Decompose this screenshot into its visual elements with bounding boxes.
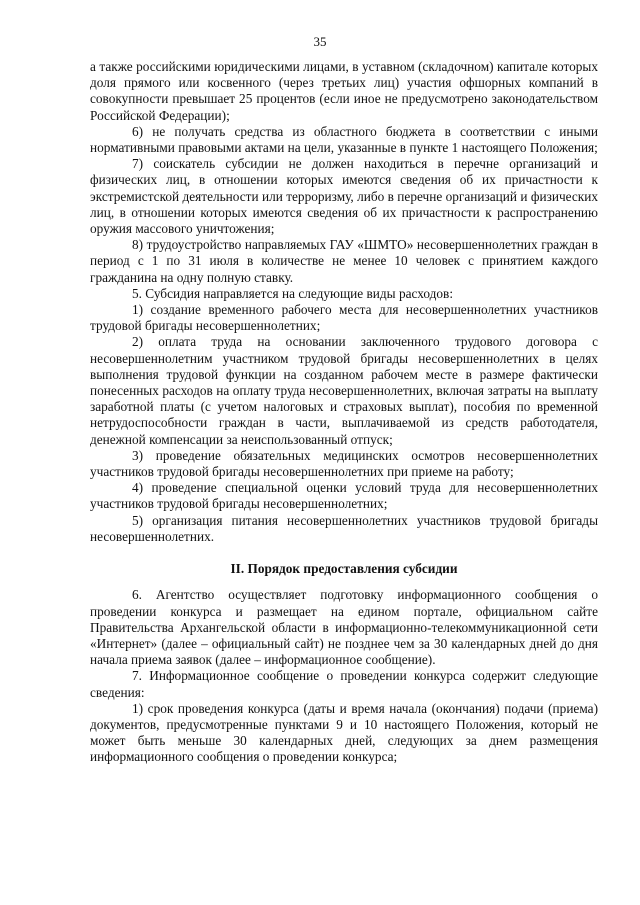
paragraphs-before-heading	[90, 59, 598, 545]
document-body	[90, 59, 598, 766]
paragraph: 6) не получать средства из областного бюджета в соответствии с иными нормативными правовыми актами на цели, указанные в пункте 1 настоящего Положения;	[90, 123, 598, 156]
paragraph: 7. Информационное сообщение о проведении конкурса содержит следующие сведения:	[90, 668, 598, 700]
section-heading: II. Порядок предоставления субсидии	[230, 561, 458, 577]
paragraph: 6. Агентство осуществляет подготовку информационного сообщения о проведении конкурса и размещает на едином портале, официальном сайте Правительства Архангельской области в информационно-телекоммуникационной сети «Интернет» (далее – официальный сайт) не позднее чем за 30 календарных дней до дня начала приема заявок (далее – информационное сообщение).	[90, 587, 598, 668]
paragraph: а также российскими юридическими лицами, в уставном (складочном) капитале которых доля прямого или косвенного (через третьих лиц) участия офшорных компаний в совокупности превышает 25 процентов (если иное не предусмотрено законодательством Российской Федерации);	[90, 59, 598, 123]
paragraph: 7) соискатель субсидии не должен находиться в перечне организаций и физических лиц, в отношении которых имеются сведения об их причастности к экстремистской деятельности или терроризму, либо в перечне организаций и физических лиц, в отношении которых имеются сведения об их причастности к распространению оружия массового уничтожения;	[90, 156, 598, 237]
paragraph: 1) срок проведения конкурса (даты и время начала (окончания) подачи (приема) документов, предусмотренные пунктами 9 и 10 настоящего Положения, который не может быть меньше 30 календарных дней, следующих за днем размещения информационного сообщения о проведении конкурса;	[90, 700, 598, 765]
page-number: 35	[313, 34, 327, 49]
paragraph: 5) организация питания несовершеннолетних участников трудовой бригады несовершеннолетних.	[90, 512, 598, 544]
paragraph: 5. Субсидия направляется на следующие виды расходов:	[132, 285, 454, 301]
paragraph: 1) создание временного рабочего места для несовершеннолетних участников трудовой бригады несовершеннолетних;	[90, 302, 598, 334]
paragraph: 3) проведение обязательных медицинских осмотров несовершеннолетних участников трудовой бригады несовершеннолетних при приеме на работу;	[90, 447, 598, 480]
paragraph: 4) проведение специальной оценки условий труда для несовершеннолетних участников трудовой бригады несовершеннолетних;	[90, 480, 598, 512]
paragraph: 2) оплата труда на основании заключенного трудового договора с несовершеннолетним участником трудовой бригады несовершеннолетних в целях выполнения трудовой функции на созданном рабочем месте в размере фактически понесенных расходов на оплату труда несовершеннолетних, включая затраты на выплату заработной платы (с учетом налоговых и страховых выплат), пособия по временной нетрудоспособности граждан в части, выплачиваемой из средств работодателя, денежной компенсации за неиспользованный отпуск;	[90, 334, 598, 447]
paragraph: 8) трудоустройство направляемых ГАУ «ШМТО» несовершеннолетних граждан в период с 1 по 31 июля в количестве не менее 10 человек с принятием каждого гражданина на одну полную ставку.	[90, 237, 598, 285]
paragraphs-after-heading	[90, 587, 598, 765]
